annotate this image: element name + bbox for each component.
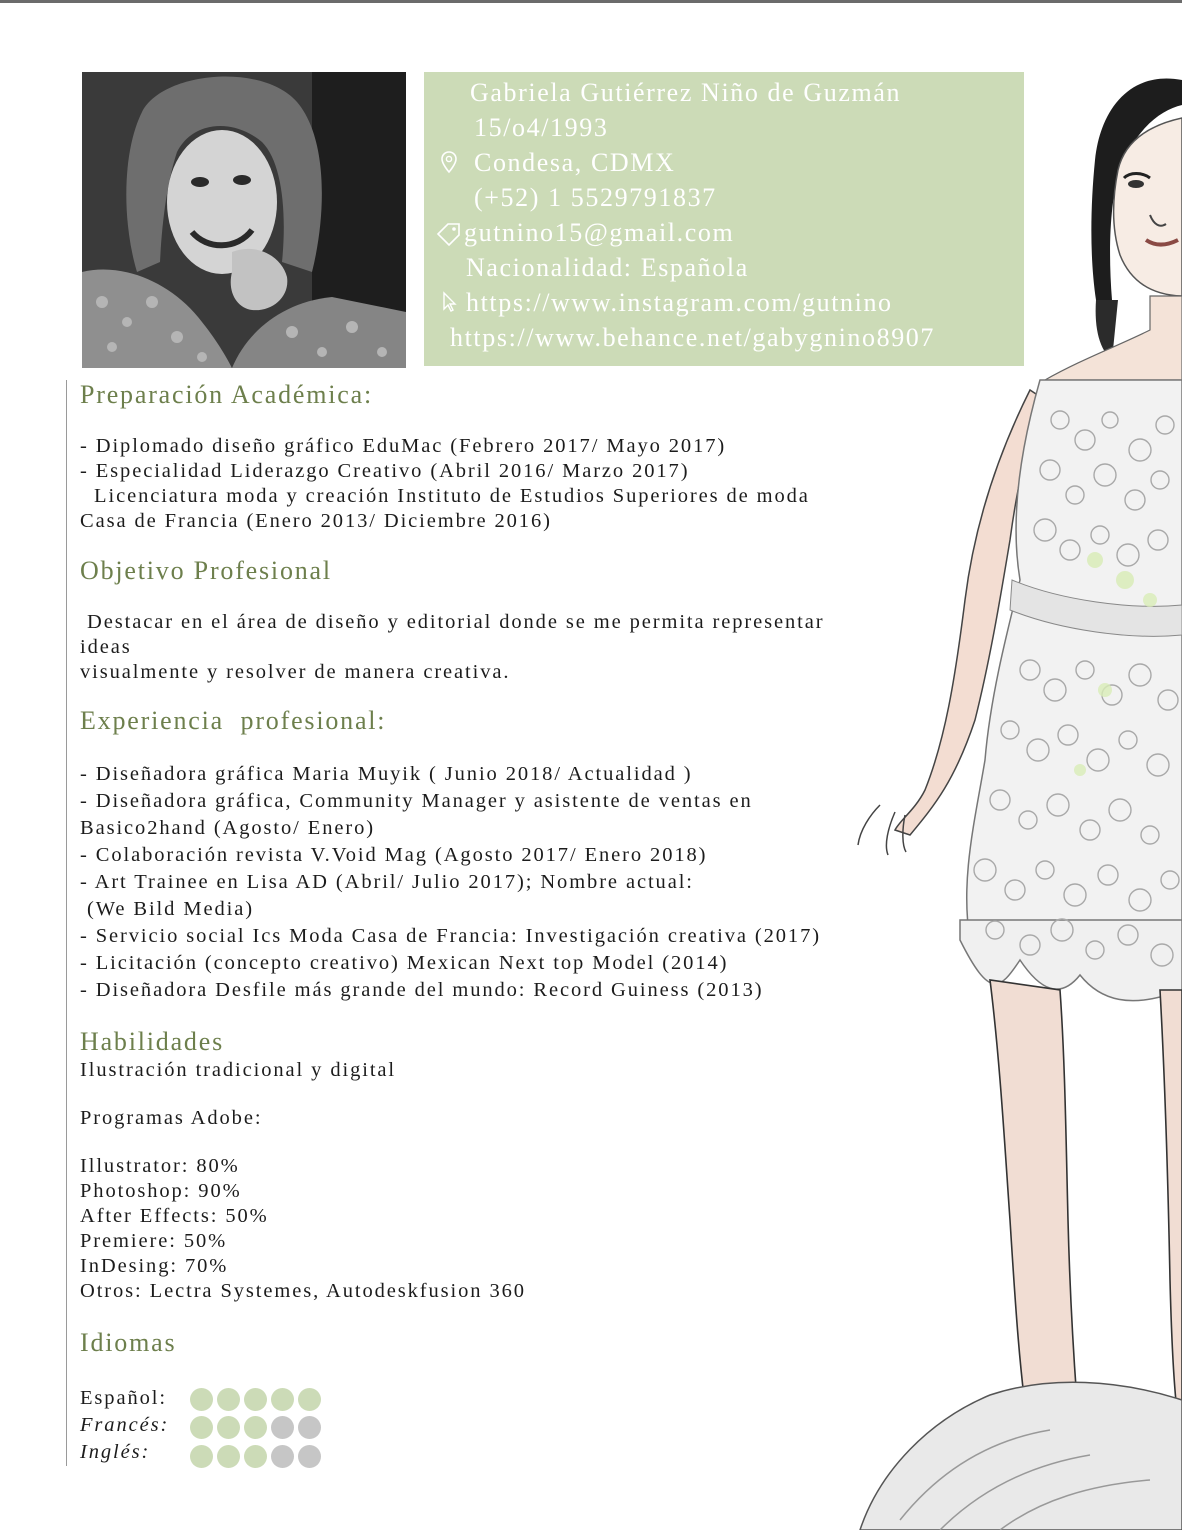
level-dot-filled xyxy=(298,1388,321,1411)
language-name: Inglés: xyxy=(80,1441,151,1463)
instagram-link[interactable]: https://www.instagram.com/gutnino xyxy=(466,288,893,317)
cursor-icon xyxy=(442,291,458,313)
language-level xyxy=(190,1445,321,1468)
skills-illustration: Ilustración tradicional y digital xyxy=(80,1059,397,1081)
skill-item: Premiere: 50% xyxy=(80,1230,228,1252)
level-dot-filled xyxy=(244,1445,267,1468)
academic-line: Licenciatura moda y creación Instituto de Estudios Superiores de moda xyxy=(80,485,810,507)
skills-heading: Habilidades xyxy=(80,1027,224,1056)
level-dot-filled xyxy=(190,1388,213,1411)
experience-line: - Servicio social Ics Moda Casa de Francia: Investigación creativa (2017) xyxy=(80,925,821,947)
location: Condesa, CDMX xyxy=(474,148,676,177)
skill-item: Otros: Lectra Systemes, Autodeskfusion 360 xyxy=(80,1280,526,1302)
objective-heading: Objetivo Profesional xyxy=(80,556,332,585)
phone: (+52) 1 5529791837 xyxy=(474,183,717,212)
experience-line: - Diseñadora gráfica, Community Manager y asistente de ventas en xyxy=(80,790,753,812)
profile-photo xyxy=(82,72,406,368)
academic-line: Casa de Francia (Enero 2013/ Diciembre 2016) xyxy=(80,510,552,532)
full-name: Gabriela Gutiérrez Niño de Guzmán xyxy=(470,78,902,107)
language-level xyxy=(190,1416,321,1439)
level-dot-filled xyxy=(271,1388,294,1411)
level-dot-empty xyxy=(298,1416,321,1439)
experience-line: - Art Trainee en Lisa AD (Abril/ Julio 2017); Nombre actual: xyxy=(80,871,694,893)
level-dot-filled xyxy=(244,1416,267,1439)
top-border xyxy=(0,0,1182,3)
skill-item: InDesing: 70% xyxy=(80,1255,229,1277)
level-dot-filled xyxy=(217,1416,240,1439)
experience-line: - Licitación (concepto creativo) Mexican Next top Model (2014) xyxy=(80,952,729,974)
birthdate: 15/o4/1993 xyxy=(474,113,609,142)
skill-item: Photoshop: 90% xyxy=(80,1180,242,1202)
objective-line: visualmente y resolver de manera creativa. xyxy=(80,661,511,683)
experience-line: - Diseñadora Desfile más grande del mundo: Record Guiness (2013) xyxy=(80,979,764,1001)
skill-item: Illustrator: 80% xyxy=(80,1155,240,1177)
level-dot-empty xyxy=(271,1416,294,1439)
languages-heading: Idiomas xyxy=(80,1328,177,1357)
behance-link[interactable]: https://www.behance.net/gabygnino8907 xyxy=(450,323,935,352)
email-link[interactable]: gutnino15@gmail.com xyxy=(464,218,735,247)
level-dot-filled xyxy=(217,1388,240,1411)
experience-heading: Experiencia profesional: xyxy=(80,706,387,735)
level-dot-filled xyxy=(190,1416,213,1439)
skills-programs-label: Programas Adobe: xyxy=(80,1107,263,1129)
experience-line: - Colaboración revista V.Void Mag (Agosto 2017/ Enero 2018) xyxy=(80,844,708,866)
objective-line: ideas xyxy=(80,636,132,658)
academic-line: - Especialidad Liderazgo Creativo (Abril 2016/ Marzo 2017) xyxy=(80,460,690,482)
tag-icon xyxy=(436,222,462,246)
level-dot-empty xyxy=(271,1445,294,1468)
level-dot-filled xyxy=(244,1388,267,1411)
academic-line: - Diplomado diseño gráfico EduMac (Febrero 2017/ Mayo 2017) xyxy=(80,435,727,457)
language-name: Español: xyxy=(80,1387,167,1409)
left-rule xyxy=(66,380,67,1466)
nationality: Nacionalidad: Española xyxy=(466,253,749,282)
language-level xyxy=(190,1388,321,1411)
experience-line: Basico2hand (Agosto/ Enero) xyxy=(80,817,375,839)
language-name: Francés: xyxy=(80,1414,170,1436)
skill-item: After Effects: 50% xyxy=(80,1205,269,1227)
level-dot-filled xyxy=(217,1445,240,1468)
level-dot-empty xyxy=(298,1445,321,1468)
contact-card xyxy=(424,72,1024,366)
level-dot-filled xyxy=(190,1445,213,1468)
objective-line: Destacar en el área de diseño y editorial donde se me permita representar xyxy=(80,611,825,633)
experience-line: - Diseñadora gráfica Maria Muyik ( Junio 2018/ Actualidad ) xyxy=(80,763,693,785)
academic-heading: Preparación Académica: xyxy=(80,380,373,409)
location-pin-icon xyxy=(440,150,458,174)
experience-line: (We Bild Media) xyxy=(80,898,254,920)
